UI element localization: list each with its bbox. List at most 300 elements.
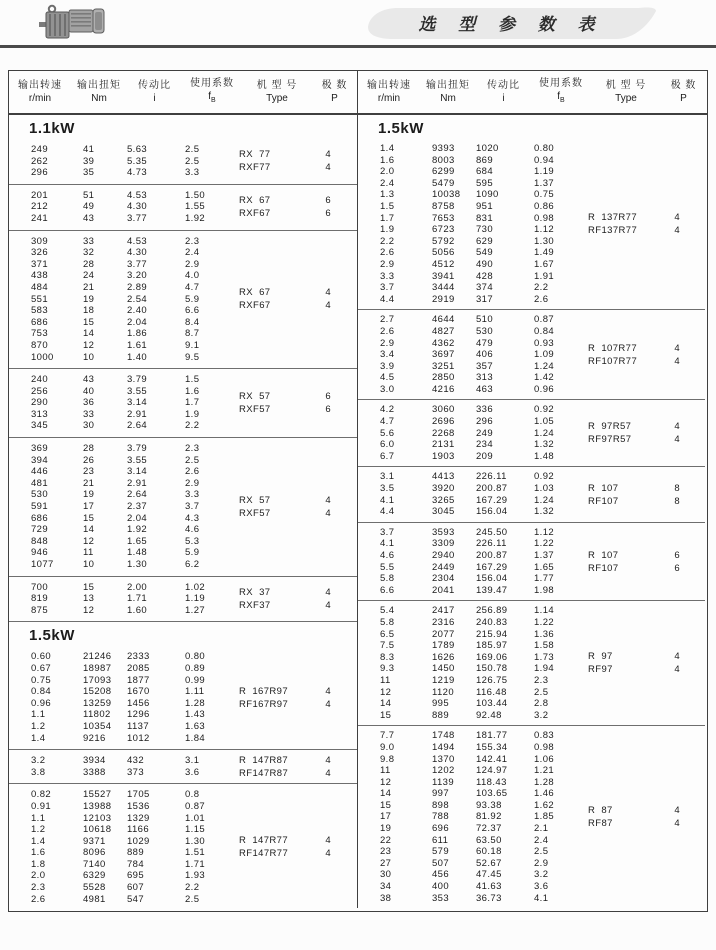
model-type-label: RF107 xyxy=(588,495,619,507)
cell-torque: 2041 xyxy=(432,584,455,596)
cell-factor: 3.3 xyxy=(185,489,200,501)
cell-speed: 2.4 xyxy=(380,177,395,189)
cell-factor: 1.9 xyxy=(185,408,200,420)
cell-torque: 1903 xyxy=(432,450,455,462)
cell-factor: 2.5 xyxy=(534,846,549,858)
cell-factor: 3.6 xyxy=(534,881,549,893)
cell-factor: 4.1 xyxy=(534,892,549,904)
cell-torque: 21 xyxy=(83,281,95,293)
table-row xyxy=(358,224,705,236)
cell-factor: 1.06 xyxy=(534,753,555,765)
pole-count-label: 4 xyxy=(674,664,680,676)
model-type-label: R 137R77 xyxy=(588,212,638,224)
table-row xyxy=(358,754,705,766)
cell-factor: 3.2 xyxy=(534,869,549,881)
model-names xyxy=(239,586,271,612)
cell-torque: 43 xyxy=(83,212,95,224)
cell-speed: 38 xyxy=(380,892,392,904)
cell-speed: 5.8 xyxy=(380,573,395,585)
model-type-label: RXF67 xyxy=(239,208,271,220)
cell-speed: 6.7 xyxy=(380,450,395,462)
header-cell-1 xyxy=(71,79,127,105)
model-group xyxy=(358,309,705,399)
pole-count-label: 4 xyxy=(325,300,331,312)
pole-count-label: 4 xyxy=(674,212,680,224)
cell-factor: 2.3 xyxy=(185,235,200,247)
pole-values xyxy=(666,482,688,508)
header-label-unit: Type xyxy=(266,93,288,104)
cell-factor: 1.77 xyxy=(534,573,555,585)
pole-count-label: 4 xyxy=(674,225,680,237)
cell-torque: 456 xyxy=(432,869,450,881)
cell-torque: 611 xyxy=(432,834,449,846)
cell-ratio: 831 xyxy=(476,212,494,224)
model-type-label: R 147R87 xyxy=(239,754,289,766)
cell-torque: 1219 xyxy=(432,674,455,686)
cell-speed: 3.7 xyxy=(380,526,395,538)
cell-torque: 1626 xyxy=(432,651,455,663)
cell-speed: 875 xyxy=(31,604,49,616)
table-row xyxy=(9,767,357,779)
cell-factor: 1.21 xyxy=(534,765,555,777)
cell-speed: 15 xyxy=(380,709,392,721)
model-type-label: RX 37 xyxy=(239,586,271,598)
table-body xyxy=(9,115,707,908)
cell-torque: 3934 xyxy=(83,755,106,767)
cell-torque: 9393 xyxy=(432,143,455,154)
header-cell-0 xyxy=(9,79,71,105)
cell-factor: 4.6 xyxy=(185,524,200,536)
cell-ratio: 209 xyxy=(476,450,494,462)
model-type-label: RXF67 xyxy=(239,300,271,312)
cell-speed: 2.6 xyxy=(31,893,46,905)
cell-torque: 8758 xyxy=(432,200,455,212)
header-label-unit: i xyxy=(502,93,505,104)
cell-torque: 1494 xyxy=(432,741,455,753)
cell-torque: 40 xyxy=(83,385,95,397)
pole-count-label: 4 xyxy=(325,287,331,299)
table-row xyxy=(9,328,357,340)
cell-speed: 2.3 xyxy=(31,882,46,894)
cell-ratio: 1029 xyxy=(127,835,150,847)
cell-ratio: 2.04 xyxy=(127,316,148,328)
cell-speed: 1.8 xyxy=(31,858,46,870)
cell-ratio: 155.34 xyxy=(476,741,508,753)
cell-factor: 1.03 xyxy=(534,483,555,495)
cell-torque: 13 xyxy=(83,593,95,605)
cell-speed: 23 xyxy=(380,846,392,858)
cell-torque: 33 xyxy=(83,235,95,247)
cell-speed: 7.5 xyxy=(380,640,395,652)
table-row xyxy=(9,352,357,364)
cell-factor: 1.28 xyxy=(185,697,206,709)
cell-torque: 12 xyxy=(83,535,95,547)
header-label-unit: i xyxy=(153,93,156,104)
cell-torque: 15208 xyxy=(83,686,112,698)
cell-torque: 4827 xyxy=(432,325,455,337)
cell-torque: 14 xyxy=(83,524,95,536)
model-type-label: RF97 xyxy=(588,664,613,676)
cell-torque: 3265 xyxy=(432,494,455,506)
header-cell-0 xyxy=(358,79,420,105)
cell-speed: 9.8 xyxy=(380,753,395,765)
pole-values xyxy=(317,754,339,780)
cell-ratio: 2.91 xyxy=(127,408,148,420)
cell-speed: 5.8 xyxy=(380,616,395,628)
cell-torque: 2077 xyxy=(432,628,455,640)
cell-torque: 3309 xyxy=(432,538,455,550)
table-row xyxy=(358,687,705,699)
cell-ratio: 215.94 xyxy=(476,628,508,640)
pole-count-label: 4 xyxy=(674,651,680,663)
cell-speed: 3.8 xyxy=(31,766,46,778)
cell-factor: 1.5 xyxy=(185,374,200,386)
model-names xyxy=(588,804,613,830)
model-names xyxy=(588,342,637,368)
header-label-cn: 传动比 xyxy=(487,80,520,91)
cell-factor: 1.14 xyxy=(534,605,555,617)
cell-factor: 1.19 xyxy=(185,593,206,605)
cell-speed: 3.9 xyxy=(380,360,395,372)
cell-factor: 1.93 xyxy=(185,870,206,882)
title-banner xyxy=(366,5,658,43)
cell-ratio: 234 xyxy=(476,439,494,451)
cell-torque: 18987 xyxy=(83,662,112,674)
cell-factor: 1.24 xyxy=(534,360,555,372)
header-cell-4 xyxy=(591,79,661,105)
cell-ratio: 2.40 xyxy=(127,305,148,317)
cell-speed: 369 xyxy=(31,443,49,455)
cell-speed: 1.1 xyxy=(31,709,46,721)
cell-ratio: 167.29 xyxy=(476,494,508,506)
cell-torque: 1139 xyxy=(432,776,455,788)
cell-torque: 5528 xyxy=(83,882,106,894)
cell-torque: 12 xyxy=(83,604,95,616)
cell-ratio: 2085 xyxy=(127,662,150,674)
cell-factor: 0.87 xyxy=(534,314,555,326)
cell-torque: 21 xyxy=(83,477,95,489)
cell-factor: 2.5 xyxy=(185,155,200,167)
table-row xyxy=(358,617,705,629)
cell-ratio: 124.97 xyxy=(476,765,508,777)
cell-ratio: 1.71 xyxy=(127,593,148,605)
cell-factor: 1.43 xyxy=(185,709,206,721)
model-group xyxy=(9,184,357,230)
cell-factor: 1.55 xyxy=(185,201,206,213)
header-label-unit: Nm xyxy=(440,93,456,104)
table-row xyxy=(9,663,357,675)
cell-ratio: 695 xyxy=(127,870,145,882)
model-group xyxy=(9,646,357,749)
cell-factor: 1.19 xyxy=(534,166,555,178)
cell-torque: 3045 xyxy=(432,506,455,518)
header-label-cn: 极 数 xyxy=(670,80,697,91)
cell-factor: 1.12 xyxy=(534,224,555,236)
pole-count-label: 8 xyxy=(674,495,680,507)
model-type-label: RXF77 xyxy=(239,162,271,174)
cell-ratio: 4.30 xyxy=(127,247,148,259)
cell-ratio: 406 xyxy=(476,349,494,361)
cell-speed: 848 xyxy=(31,535,49,547)
table-row xyxy=(9,709,357,721)
cell-ratio: 549 xyxy=(476,247,494,259)
cell-factor: 2.8 xyxy=(534,698,549,710)
model-type-label: RF87 xyxy=(588,818,613,830)
cell-speed: 17 xyxy=(380,811,392,823)
cell-torque: 28 xyxy=(83,258,95,270)
model-names xyxy=(239,148,271,174)
cell-torque: 11 xyxy=(83,547,94,559)
cell-factor: 0.8 xyxy=(185,789,200,801)
cell-torque: 1450 xyxy=(432,663,455,675)
cell-torque: 5479 xyxy=(432,177,455,189)
table-row xyxy=(9,489,357,501)
cell-torque: 9216 xyxy=(83,732,106,744)
cell-ratio: 52.67 xyxy=(476,857,502,869)
cell-torque: 2304 xyxy=(432,573,455,585)
cell-factor: 2.4 xyxy=(185,247,200,259)
table-row xyxy=(9,270,357,282)
pole-values xyxy=(666,650,688,676)
cell-torque: 10 xyxy=(83,351,95,363)
cell-torque: 8096 xyxy=(83,847,106,859)
cell-speed: 446 xyxy=(31,466,49,478)
cell-speed: 394 xyxy=(31,454,49,466)
cell-ratio: 313 xyxy=(476,372,494,384)
cell-speed: 870 xyxy=(31,339,49,351)
cell-torque: 3697 xyxy=(432,349,455,361)
cell-ratio: 103.44 xyxy=(476,698,508,710)
cell-ratio: 1877 xyxy=(127,674,150,686)
table-row xyxy=(9,559,357,571)
cell-factor: 2.5 xyxy=(185,454,200,466)
cell-torque: 4216 xyxy=(432,383,455,395)
table-row xyxy=(358,629,705,641)
pole-count-label: 6 xyxy=(325,404,331,416)
cell-speed: 5.6 xyxy=(380,427,395,439)
cell-ratio: 373 xyxy=(127,766,145,778)
cell-ratio: 5.63 xyxy=(127,144,148,155)
table-row xyxy=(358,143,705,155)
cell-ratio: 103.65 xyxy=(476,788,508,800)
pole-count-label: 4 xyxy=(325,507,331,519)
cell-ratio: 240.83 xyxy=(476,616,508,628)
model-type-label: R 167R97 xyxy=(239,685,289,697)
pole-count-label: 4 xyxy=(325,767,331,779)
cell-factor: 1.22 xyxy=(534,616,555,628)
table-row xyxy=(358,742,705,754)
cell-ratio: 3.77 xyxy=(127,258,148,270)
cell-speed: 2.7 xyxy=(380,314,395,326)
cell-factor: 0.75 xyxy=(534,189,555,201)
header-label-unit: P xyxy=(680,93,687,104)
cell-ratio: 2.04 xyxy=(127,512,148,524)
cell-ratio: 3.77 xyxy=(127,212,148,224)
cell-factor: 1.7 xyxy=(185,397,200,409)
cell-factor: 8.7 xyxy=(185,328,200,340)
cell-speed: 212 xyxy=(31,201,49,213)
table-row xyxy=(9,455,357,467)
table-row xyxy=(9,582,357,594)
cell-ratio: 3.55 xyxy=(127,385,148,397)
cell-torque: 2131 xyxy=(432,439,455,451)
cell-ratio: 3.14 xyxy=(127,466,148,478)
cell-speed: 0.91 xyxy=(31,800,52,812)
table-row xyxy=(358,326,705,338)
cell-speed: 3.1 xyxy=(380,471,395,483)
table-row xyxy=(358,416,705,428)
cell-factor: 1.91 xyxy=(534,270,555,282)
cell-ratio: 1.60 xyxy=(127,604,148,616)
model-names xyxy=(239,494,271,520)
table-row xyxy=(9,386,357,398)
model-names xyxy=(239,685,288,711)
cell-factor: 0.98 xyxy=(534,741,555,753)
table-row xyxy=(358,372,705,384)
cell-speed: 1.6 xyxy=(380,154,395,166)
table-row xyxy=(358,605,705,617)
cell-speed: 1.5 xyxy=(380,200,395,212)
header-label-unit: r/min xyxy=(377,93,401,104)
cell-ratio: 1456 xyxy=(127,697,150,709)
model-group xyxy=(9,749,357,783)
cell-factor: 1.15 xyxy=(185,824,206,836)
model-group xyxy=(358,466,705,521)
cell-ratio: 1.40 xyxy=(127,351,148,363)
model-type-label: RF137R77 xyxy=(588,225,638,237)
cell-factor: 1.11 xyxy=(185,686,205,698)
cell-ratio: 139.47 xyxy=(476,584,508,596)
table-row xyxy=(9,409,357,421)
pole-values xyxy=(317,834,339,860)
cell-speed: 5.4 xyxy=(380,605,395,617)
cell-speed: 2.0 xyxy=(380,166,395,178)
table-row xyxy=(358,213,705,225)
cell-speed: 309 xyxy=(31,235,49,247)
cell-torque: 6329 xyxy=(83,870,106,882)
cell-speed: 5.5 xyxy=(380,561,395,573)
cell-speed: 484 xyxy=(31,281,49,293)
cell-torque: 2940 xyxy=(432,550,455,561)
model-type-label: R 97 xyxy=(588,651,613,663)
cell-factor: 5.3 xyxy=(185,535,200,547)
table-row xyxy=(9,686,357,698)
header-label-unit: $f_B$ xyxy=(208,91,216,104)
cell-ratio: 118.43 xyxy=(476,776,507,788)
cell-factor: 1.02 xyxy=(185,581,206,593)
cell-speed: 753 xyxy=(31,328,49,340)
page-header xyxy=(0,0,716,45)
cell-ratio: 889 xyxy=(127,847,145,859)
cell-factor: 1.50 xyxy=(185,189,206,201)
model-names xyxy=(239,754,288,780)
model-group xyxy=(9,139,357,184)
model-type-label: RF147R87 xyxy=(239,767,289,779)
cell-ratio: 72.37 xyxy=(476,823,502,835)
cell-torque: 2919 xyxy=(432,293,455,305)
cell-torque: 13988 xyxy=(83,800,112,812)
cell-ratio: 428 xyxy=(476,270,494,282)
table-row xyxy=(358,663,705,675)
cell-torque: 2696 xyxy=(432,416,455,428)
cell-speed: 4.1 xyxy=(380,538,395,550)
model-group xyxy=(9,576,357,622)
header-cell-1 xyxy=(420,79,476,105)
cell-speed: 19 xyxy=(380,823,392,835)
cell-ratio: 463 xyxy=(476,383,494,395)
cell-speed: 686 xyxy=(31,512,49,524)
cell-ratio: 256.89 xyxy=(476,605,508,617)
pole-count-label: 6 xyxy=(325,195,331,207)
table-row xyxy=(9,882,357,894)
cell-factor: 0.87 xyxy=(185,800,206,812)
cell-torque: 2316 xyxy=(432,616,455,628)
pole-count-label: 4 xyxy=(325,599,331,611)
table-row xyxy=(9,259,357,271)
table-row xyxy=(358,562,705,574)
header-cell-2 xyxy=(127,79,182,105)
gearmotor-image xyxy=(38,1,108,43)
table-row xyxy=(358,858,705,870)
table-row xyxy=(358,361,705,373)
header-cell-4 xyxy=(242,79,312,105)
cell-ratio: 1137 xyxy=(127,720,150,732)
table-row xyxy=(358,800,705,812)
cell-ratio: 1.61 xyxy=(127,339,148,351)
cell-speed: 6.6 xyxy=(380,584,395,596)
cell-factor: 1.98 xyxy=(534,584,555,596)
section-title: 1.5kW xyxy=(9,621,357,646)
cell-speed: 0.75 xyxy=(31,674,52,686)
model-names xyxy=(239,286,271,312)
header-label-cn: 传动比 xyxy=(138,80,171,91)
cell-ratio: 249 xyxy=(476,427,494,439)
cell-speed: 6.5 xyxy=(380,628,395,640)
cell-speed: 11 xyxy=(380,765,391,777)
cell-torque: 4413 xyxy=(432,471,455,483)
table-row xyxy=(358,765,705,777)
pole-values xyxy=(317,586,339,612)
cell-torque: 5056 xyxy=(432,247,455,259)
cell-factor: 1.49 xyxy=(534,247,555,259)
cell-speed: 1.4 xyxy=(380,143,395,154)
cell-factor: 2.3 xyxy=(185,443,200,455)
cell-torque: 579 xyxy=(432,846,450,858)
cell-factor: 1.48 xyxy=(534,450,555,462)
cell-factor: 2.5 xyxy=(185,893,200,905)
cell-ratio: 357 xyxy=(476,360,494,372)
model-type-label: RX 67 xyxy=(239,287,271,299)
cell-ratio: 432 xyxy=(127,755,145,767)
header-label-unit: $f_B$ xyxy=(557,91,565,104)
cell-ratio: 200.87 xyxy=(476,483,508,495)
table-row xyxy=(9,593,357,605)
cell-factor: 1.12 xyxy=(534,526,555,538)
table-row xyxy=(9,156,357,168)
cell-ratio: 317 xyxy=(476,293,494,305)
table-row xyxy=(9,547,357,559)
cell-torque: 6723 xyxy=(432,224,455,236)
cell-factor: 1.84 xyxy=(185,732,206,744)
cell-ratio: 547 xyxy=(127,893,145,905)
model-type-label: R 87 xyxy=(588,805,613,817)
table-row xyxy=(358,652,705,664)
table-row xyxy=(358,811,705,823)
cell-torque: 1748 xyxy=(432,730,455,742)
pole-count-label: 4 xyxy=(674,805,680,817)
cell-torque: 997 xyxy=(432,788,450,800)
cell-torque: 23 xyxy=(83,466,95,478)
